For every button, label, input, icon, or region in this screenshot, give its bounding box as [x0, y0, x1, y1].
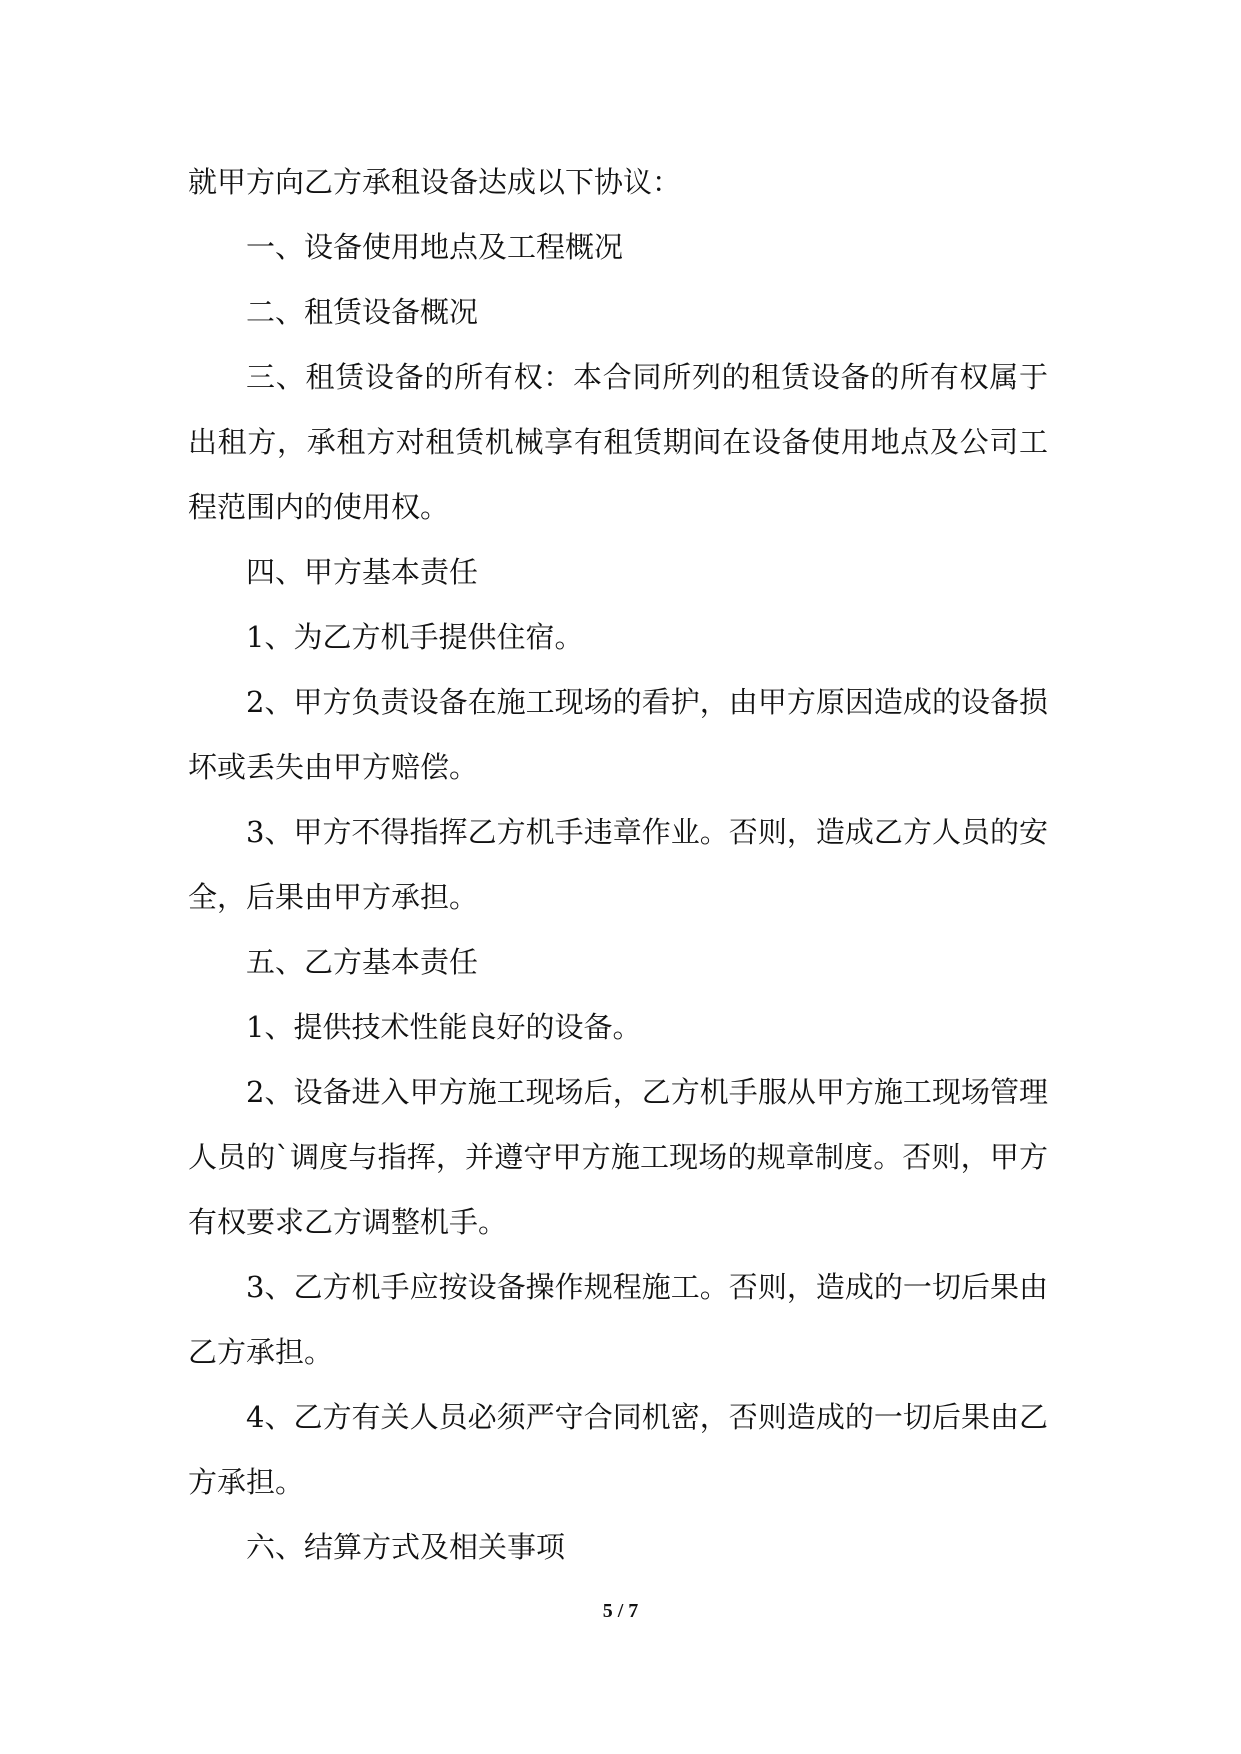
- section-heading-1: 一、设备使用地点及工程概况: [246, 230, 624, 264]
- party-b-item-1: 1、提供技术性能良好的设备。: [246, 1010, 642, 1044]
- paragraph-intro: 就甲方向乙方承租设备达成以下协议：: [188, 165, 682, 199]
- party-b-item-3: 3、乙方机手应按设备操作规程施工。否则，造成的一切后果由乙方承担。: [188, 1270, 1048, 1369]
- section-heading-4: 四、甲方基本责任: [246, 555, 479, 589]
- party-b-item-2: 2、设备进入甲方施工现场后，乙方机手服从甲方施工现场管理人员的`调度与指挥，并遵守甲方施工现场的规章制度。否则，甲方有权要求乙方调整机手。: [188, 1075, 1048, 1239]
- section-heading-6: 六、结算方式及相关事项: [246, 1530, 566, 1564]
- party-a-item-2: 2、甲方负责设备在施工现场的看护，由甲方原因造成的设备损坏或丢失由甲方赔偿。: [188, 685, 1048, 784]
- party-a-item-1: 1、为乙方机手提供住宿。: [246, 620, 584, 654]
- document-body: [188, 150, 1048, 1580]
- section-heading-5: 五、乙方基本责任: [246, 945, 479, 979]
- page-number: 5 / 7: [602, 1600, 639, 1622]
- party-a-item-3: 3、甲方不得指挥乙方机手违章作业。否则，造成乙方人员的安全，后果由甲方承担。: [188, 815, 1048, 914]
- section-ownership: 三、租赁设备的所有权：本合同所列的租赁设备的所有权属于出租方，承租方对租赁机械享有租赁期间在设备使用地点及公司工程范围内的使用权。: [188, 360, 1048, 524]
- section-heading-2: 二、租赁设备概况: [246, 295, 479, 329]
- party-b-item-4: 4、乙方有关人员必须严守合同机密，否则造成的一切后果由乙方承担。: [188, 1400, 1048, 1499]
